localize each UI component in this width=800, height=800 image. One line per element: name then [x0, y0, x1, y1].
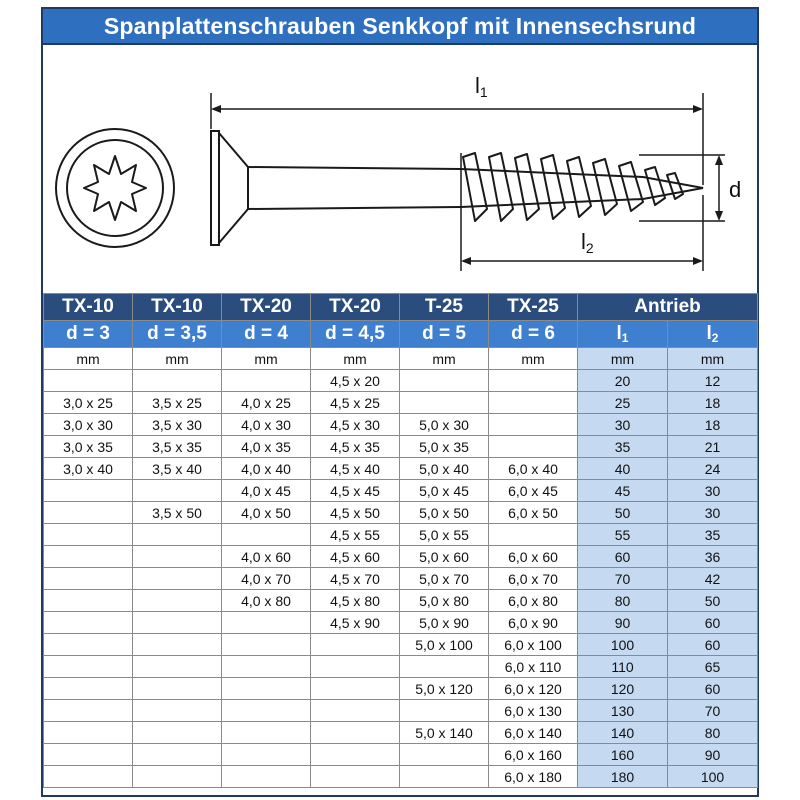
l1-label: l1 [475, 73, 488, 100]
size-cell [400, 744, 489, 766]
size-cell: 3,5 x 30 [133, 414, 222, 436]
size-cell [133, 568, 222, 590]
size-cell [222, 766, 311, 788]
length-l1-cell: 140 [578, 722, 668, 744]
size-cell: 4,5 x 90 [311, 612, 400, 634]
diameter-header: d = 3,5 [133, 321, 222, 348]
size-cell [311, 744, 400, 766]
size-cell [44, 656, 133, 678]
size-cell: 4,5 x 25 [311, 392, 400, 414]
unit-row [44, 348, 758, 370]
size-cell: 5,0 x 120 [400, 678, 489, 700]
size-cell [44, 700, 133, 722]
dimension-d [639, 155, 725, 221]
diameter-header: d = 4,5 [311, 321, 400, 348]
drive-header: TX-10 [133, 294, 222, 321]
size-cell [133, 546, 222, 568]
size-cell: 4,0 x 35 [222, 436, 311, 458]
length-l1-cell: 90 [578, 612, 668, 634]
unit-cell: mm [44, 348, 133, 370]
size-cell: 5,0 x 90 [400, 612, 489, 634]
length-l2-cell: 65 [668, 656, 758, 678]
size-cell [222, 744, 311, 766]
size-cell: 4,0 x 50 [222, 502, 311, 524]
size-cell [400, 392, 489, 414]
size-cell: 4,5 x 60 [311, 546, 400, 568]
size-cell: 4,5 x 80 [311, 590, 400, 612]
size-cell [222, 370, 311, 392]
size-cell [222, 700, 311, 722]
size-cell [489, 370, 578, 392]
size-cell: 5,0 x 60 [400, 546, 489, 568]
length-l2-cell: 60 [668, 612, 758, 634]
size-cell [489, 392, 578, 414]
length-l1-cell: 50 [578, 502, 668, 524]
table-row [44, 392, 758, 414]
size-cell: 6,0 x 140 [489, 722, 578, 744]
size-cell [489, 436, 578, 458]
unit-cell: mm [668, 348, 758, 370]
table-row [44, 546, 758, 568]
size-cell [311, 700, 400, 722]
table-row [44, 634, 758, 656]
length-l2-cell: 30 [668, 502, 758, 524]
length-l1-cell: 80 [578, 590, 668, 612]
size-cell: 4,0 x 45 [222, 480, 311, 502]
table-row [44, 458, 758, 480]
unit-cell: mm [133, 348, 222, 370]
length-l2-header: $l_2$ [668, 321, 758, 348]
length-l2-cell: 18 [668, 392, 758, 414]
size-cell: 6,0 x 50 [489, 502, 578, 524]
size-cell: 3,0 x 40 [44, 458, 133, 480]
size-cell: 5,0 x 100 [400, 634, 489, 656]
size-cell [311, 722, 400, 744]
table-row [44, 370, 758, 392]
antrieb-header: Antrieb [578, 294, 758, 321]
length-l1-cell: 45 [578, 480, 668, 502]
length-l2-cell: 60 [668, 678, 758, 700]
size-cell: 6,0 x 120 [489, 678, 578, 700]
size-cell [400, 766, 489, 788]
size-cell [222, 634, 311, 656]
length-l2-cell: 100 [668, 766, 758, 788]
size-cell: 3,5 x 25 [133, 392, 222, 414]
size-cell [400, 370, 489, 392]
unit-cell: mm [311, 348, 400, 370]
unit-cell: mm [489, 348, 578, 370]
size-cell: 3,0 x 35 [44, 436, 133, 458]
size-cell [133, 766, 222, 788]
size-cell: 3,0 x 25 [44, 392, 133, 414]
diameter-header: d = 3 [44, 321, 133, 348]
size-cell [133, 700, 222, 722]
size-cell [133, 590, 222, 612]
l2-label: l2 [581, 229, 594, 256]
length-l2-cell: 18 [668, 414, 758, 436]
size-cell [222, 678, 311, 700]
size-cell: 4,0 x 25 [222, 392, 311, 414]
size-cell [311, 766, 400, 788]
size-cell [133, 370, 222, 392]
size-cell: 4,5 x 55 [311, 524, 400, 546]
size-cell [489, 524, 578, 546]
size-cell: 4,5 x 50 [311, 502, 400, 524]
unit-cell: mm [400, 348, 489, 370]
length-l1-cell: 70 [578, 568, 668, 590]
table-row [44, 700, 758, 722]
size-cell: 6,0 x 90 [489, 612, 578, 634]
length-l1-cell: 20 [578, 370, 668, 392]
size-cell [400, 700, 489, 722]
length-l2-cell: 70 [668, 700, 758, 722]
length-l1-cell: 35 [578, 436, 668, 458]
size-cell: 4,0 x 80 [222, 590, 311, 612]
size-cell: 3,5 x 50 [133, 502, 222, 524]
length-l2-cell: 50 [668, 590, 758, 612]
size-cell: 3,5 x 40 [133, 458, 222, 480]
length-l2-cell: 24 [668, 458, 758, 480]
length-l1-cell: 40 [578, 458, 668, 480]
size-cell [44, 722, 133, 744]
length-l2-cell: 42 [668, 568, 758, 590]
size-cell: 5,0 x 80 [400, 590, 489, 612]
size-cell: 6,0 x 180 [489, 766, 578, 788]
size-cell: 5,0 x 55 [400, 524, 489, 546]
length-l2-cell: 30 [668, 480, 758, 502]
size-cell: 3,5 x 35 [133, 436, 222, 458]
size-cell [133, 656, 222, 678]
table-row [44, 766, 758, 788]
table-row [44, 568, 758, 590]
size-cell: 5,0 x 35 [400, 436, 489, 458]
size-cell: 4,0 x 30 [222, 414, 311, 436]
length-l1-header: $l_1$ [578, 321, 668, 348]
drive-header: T-25 [400, 294, 489, 321]
size-cell: 6,0 x 40 [489, 458, 578, 480]
length-l1-cell: 110 [578, 656, 668, 678]
d-label: d [729, 177, 742, 202]
size-cell [44, 502, 133, 524]
table-row [44, 656, 758, 678]
length-l2-cell: 12 [668, 370, 758, 392]
size-cell [222, 656, 311, 678]
table-row [44, 436, 758, 458]
size-cell [44, 568, 133, 590]
length-l1-cell: 160 [578, 744, 668, 766]
size-cell: 6,0 x 130 [489, 700, 578, 722]
drive-header: TX-25 [489, 294, 578, 321]
size-cell [133, 524, 222, 546]
unit-cell: mm [578, 348, 668, 370]
size-cell: 6,0 x 80 [489, 590, 578, 612]
size-cell: 5,0 x 40 [400, 458, 489, 480]
length-l1-cell: 130 [578, 700, 668, 722]
size-cell [133, 480, 222, 502]
torx-head-end-view [56, 129, 174, 247]
length-l2-cell: 21 [668, 436, 758, 458]
size-cell: 4,0 x 60 [222, 546, 311, 568]
thread-flanks [463, 153, 683, 221]
size-cell [44, 590, 133, 612]
length-l1-cell: 180 [578, 766, 668, 788]
size-cell: 5,0 x 140 [400, 722, 489, 744]
length-l2-cell: 90 [668, 744, 758, 766]
size-cell [44, 634, 133, 656]
size-cell [44, 744, 133, 766]
size-cell [133, 634, 222, 656]
size-cell [311, 656, 400, 678]
size-cell [44, 480, 133, 502]
table-row [44, 744, 758, 766]
dimension-l1 [211, 93, 703, 185]
length-l2-cell: 36 [668, 546, 758, 568]
size-cell [222, 722, 311, 744]
table-row [44, 612, 758, 634]
size-cell: 6,0 x 160 [489, 744, 578, 766]
length-l2-cell: 80 [668, 722, 758, 744]
size-cell [311, 634, 400, 656]
length-l1-cell: 55 [578, 524, 668, 546]
size-cell [44, 766, 133, 788]
page-title: Spanplattenschrauben Senkkopf mit Innensechsrund [43, 9, 757, 45]
datasheet-frame [41, 7, 759, 797]
drive-header: TX-20 [222, 294, 311, 321]
size-cell [44, 546, 133, 568]
size-cell [44, 370, 133, 392]
size-cell [489, 414, 578, 436]
size-cell [222, 524, 311, 546]
size-cell [133, 612, 222, 634]
screw-side-view [211, 131, 703, 245]
length-l2-cell: 60 [668, 634, 758, 656]
size-cell: 5,0 x 30 [400, 414, 489, 436]
size-cell: 6,0 x 70 [489, 568, 578, 590]
size-cell: 4,0 x 70 [222, 568, 311, 590]
size-cell [222, 612, 311, 634]
torx-star-icon [84, 156, 146, 220]
table-row [44, 480, 758, 502]
size-cell: 4,5 x 40 [311, 458, 400, 480]
table-row [44, 502, 758, 524]
size-cell: 4,0 x 40 [222, 458, 311, 480]
length-l1-cell: 100 [578, 634, 668, 656]
size-cell: 6,0 x 110 [489, 656, 578, 678]
diameter-header: d = 4 [222, 321, 311, 348]
table-row [44, 414, 758, 436]
size-cell [133, 678, 222, 700]
length-l1-cell: 120 [578, 678, 668, 700]
size-cell: 5,0 x 45 [400, 480, 489, 502]
table-row [44, 678, 758, 700]
size-cell: 4,5 x 45 [311, 480, 400, 502]
size-cell [400, 656, 489, 678]
size-cell: 4,5 x 30 [311, 414, 400, 436]
drive-header: TX-20 [311, 294, 400, 321]
size-cell: 4,5 x 70 [311, 568, 400, 590]
length-l1-cell: 25 [578, 392, 668, 414]
size-cell: 3,0 x 30 [44, 414, 133, 436]
drive-header: TX-10 [44, 294, 133, 321]
size-cell: 6,0 x 60 [489, 546, 578, 568]
size-cell [44, 678, 133, 700]
length-l2-cell: 35 [668, 524, 758, 546]
table-row [44, 590, 758, 612]
size-cell: 6,0 x 100 [489, 634, 578, 656]
size-cell: 5,0 x 70 [400, 568, 489, 590]
drive-header-row [44, 294, 758, 321]
diameter-header-row [44, 321, 758, 348]
length-l1-cell: 30 [578, 414, 668, 436]
size-cell [133, 722, 222, 744]
screw-drawing [43, 45, 757, 293]
size-cell: 5,0 x 50 [400, 502, 489, 524]
table-row [44, 722, 758, 744]
screw-size-table [43, 293, 758, 788]
unit-cell: mm [222, 348, 311, 370]
size-cell [44, 612, 133, 634]
size-cell: 4,5 x 20 [311, 370, 400, 392]
size-cell [44, 524, 133, 546]
size-cell [133, 744, 222, 766]
table-row [44, 524, 758, 546]
size-cell: 4,5 x 35 [311, 436, 400, 458]
length-l1-cell: 60 [578, 546, 668, 568]
diameter-header: d = 5 [400, 321, 489, 348]
size-cell: 6,0 x 45 [489, 480, 578, 502]
size-cell [311, 678, 400, 700]
diameter-header: d = 6 [489, 321, 578, 348]
